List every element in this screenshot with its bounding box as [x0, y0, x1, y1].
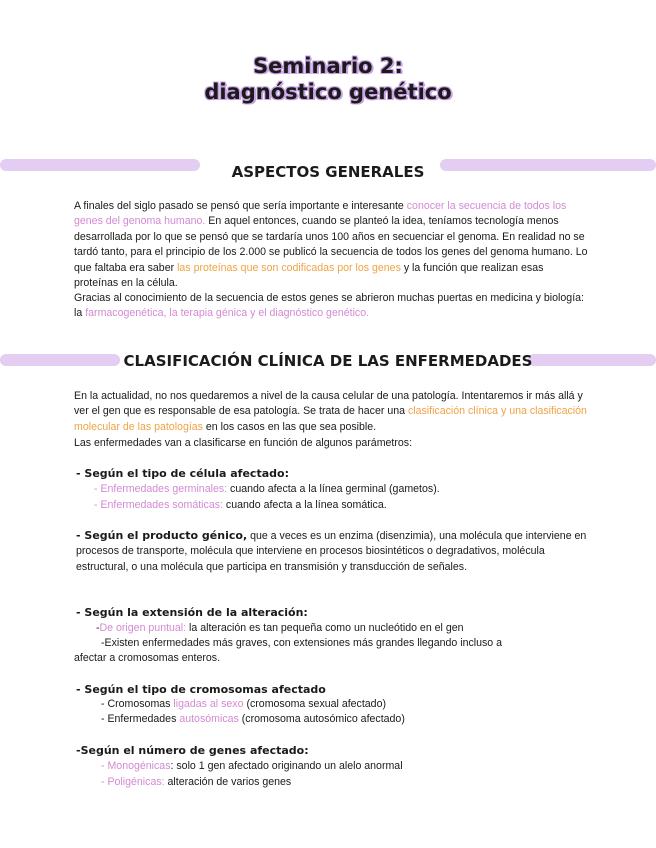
item-puntual — [96, 621, 464, 636]
term-somaticas: - Enfermedades somáticas: — [94, 499, 223, 511]
text-run: (cromosoma autosómico afectado) — [238, 713, 405, 725]
text-run: y la función que realizan esas proteínas en la célula. — [74, 261, 544, 290]
item-poligenicas — [101, 775, 291, 790]
item-graves-continuation: afectar a cromosomas enteros. — [74, 652, 221, 664]
highlight-proteinas: las proteínas que son codificadas por los genes — [177, 261, 401, 274]
criterion-cell-type: - Según el tipo de célula afectado: — [76, 467, 289, 480]
term-monogenicas: - Monogénicas — [101, 760, 171, 772]
term-puntual: De origen puntual: — [99, 622, 187, 634]
paragraph-parametros: Las enfermedades van a clasificarse en función de algunos parámetros: — [74, 437, 413, 449]
text-run: - — [96, 622, 100, 634]
item-graves: -Existen enfermedades más graves, con extensiones más grandes llegando incluso a — [101, 637, 503, 649]
document-title-line2: diagnóstico genético — [204, 80, 452, 104]
text-run: la alteración es tan pequeña como un nucleótido en el gen — [186, 622, 464, 634]
criterion-gene-count: -Según el número de genes afectado: — [76, 744, 309, 757]
highlight-aplicaciones: farmacogenética, la terapia génica y el diagnóstico genético. — [85, 307, 370, 320]
term-ligadas-sexo: ligadas al sexo — [173, 698, 244, 710]
term-poligenicas: - Poligénicas: — [101, 776, 165, 788]
text-run: Gracias al conocimiento de la secuencia de estos genes se abrieron muchas puertas en medicina y biología: la — [74, 292, 584, 320]
text-run: - Cromosomas — [101, 698, 174, 710]
criterion-chromosome-type: - Según el tipo de cromosomas afectado — [76, 683, 326, 696]
text-run: que a veces es un enzima (disenzimia), una molécula que interviene en procesos de transporte, molécula que interviene en procesos biosintéticos o degradativos, molécula estructural, o una molécula que participa en transmisión y transducción de señales. — [76, 530, 587, 573]
item-autosomicas — [101, 712, 405, 727]
paragraph-actualidad — [74, 389, 590, 435]
paragraph-applications — [74, 291, 590, 322]
item-monogenicas — [101, 759, 403, 774]
term-germinales: - Enfermedades germinales: — [94, 483, 228, 495]
text-run: cuando afecta a la línea germinal (gametos). — [227, 483, 440, 495]
text-run: En la actualidad, no nos quedaremos a nivel de la causa celular de una patología. Intentaremos ir más allá y ver el gen que es responsable de esa patología. Se trata de hacer una — [74, 390, 583, 418]
text-run: en los casos en las que sea posible. — [202, 420, 377, 433]
text-run: alteración de varios genes — [164, 776, 292, 788]
text-run: A finales del siglo pasado se pensó que sería importante e interesante — [74, 200, 407, 212]
item-somaticas — [94, 498, 387, 513]
section-heading-clasificacion: CLASIFICACIÓN CLÍNICA DE LAS ENFERMEDADES — [123, 352, 533, 370]
text-run: : solo 1 gen afectado originando un alelo anormal — [170, 760, 403, 772]
section-heading-aspectos: ASPECTOS GENERALES — [231, 163, 425, 181]
paragraph-intro — [74, 199, 590, 291]
text-run: En aquel entonces, cuando se planteó la idea, teníamos tecnología menos desarrollada por lo que se pensó que se tardaría unos 100 años en secuenciar el genoma. En realidad no se tardó tanto, para el principio de los 2.000 se publicó la secuencia de todos los genes del genoma humano. Lo que faltaba era saber — [74, 215, 588, 274]
item-ligadas-sexo — [101, 697, 386, 712]
criterion-extension: - Según la extensión de la alteración: — [76, 606, 308, 619]
term-autosomicas: autosómicas — [179, 713, 239, 725]
text-run: cuando afecta a la línea somática. — [222, 499, 387, 511]
item-germinales — [94, 482, 440, 497]
text-run: - Enfermedades — [101, 713, 180, 725]
highlight-secuencia: conocer la secuencia de todos los genes del genoma humano. — [74, 200, 567, 228]
highlight-clasificacion: clasificación clínica y una clasificación molecular de las patologías — [74, 405, 587, 433]
criterion-gene-product — [76, 528, 592, 575]
document-title-line1: Seminario 2: — [253, 54, 403, 78]
text-run: (cromosoma sexual afectado) — [243, 698, 386, 710]
criterion-gene-product-title: - Según el producto génico, — [76, 529, 248, 542]
